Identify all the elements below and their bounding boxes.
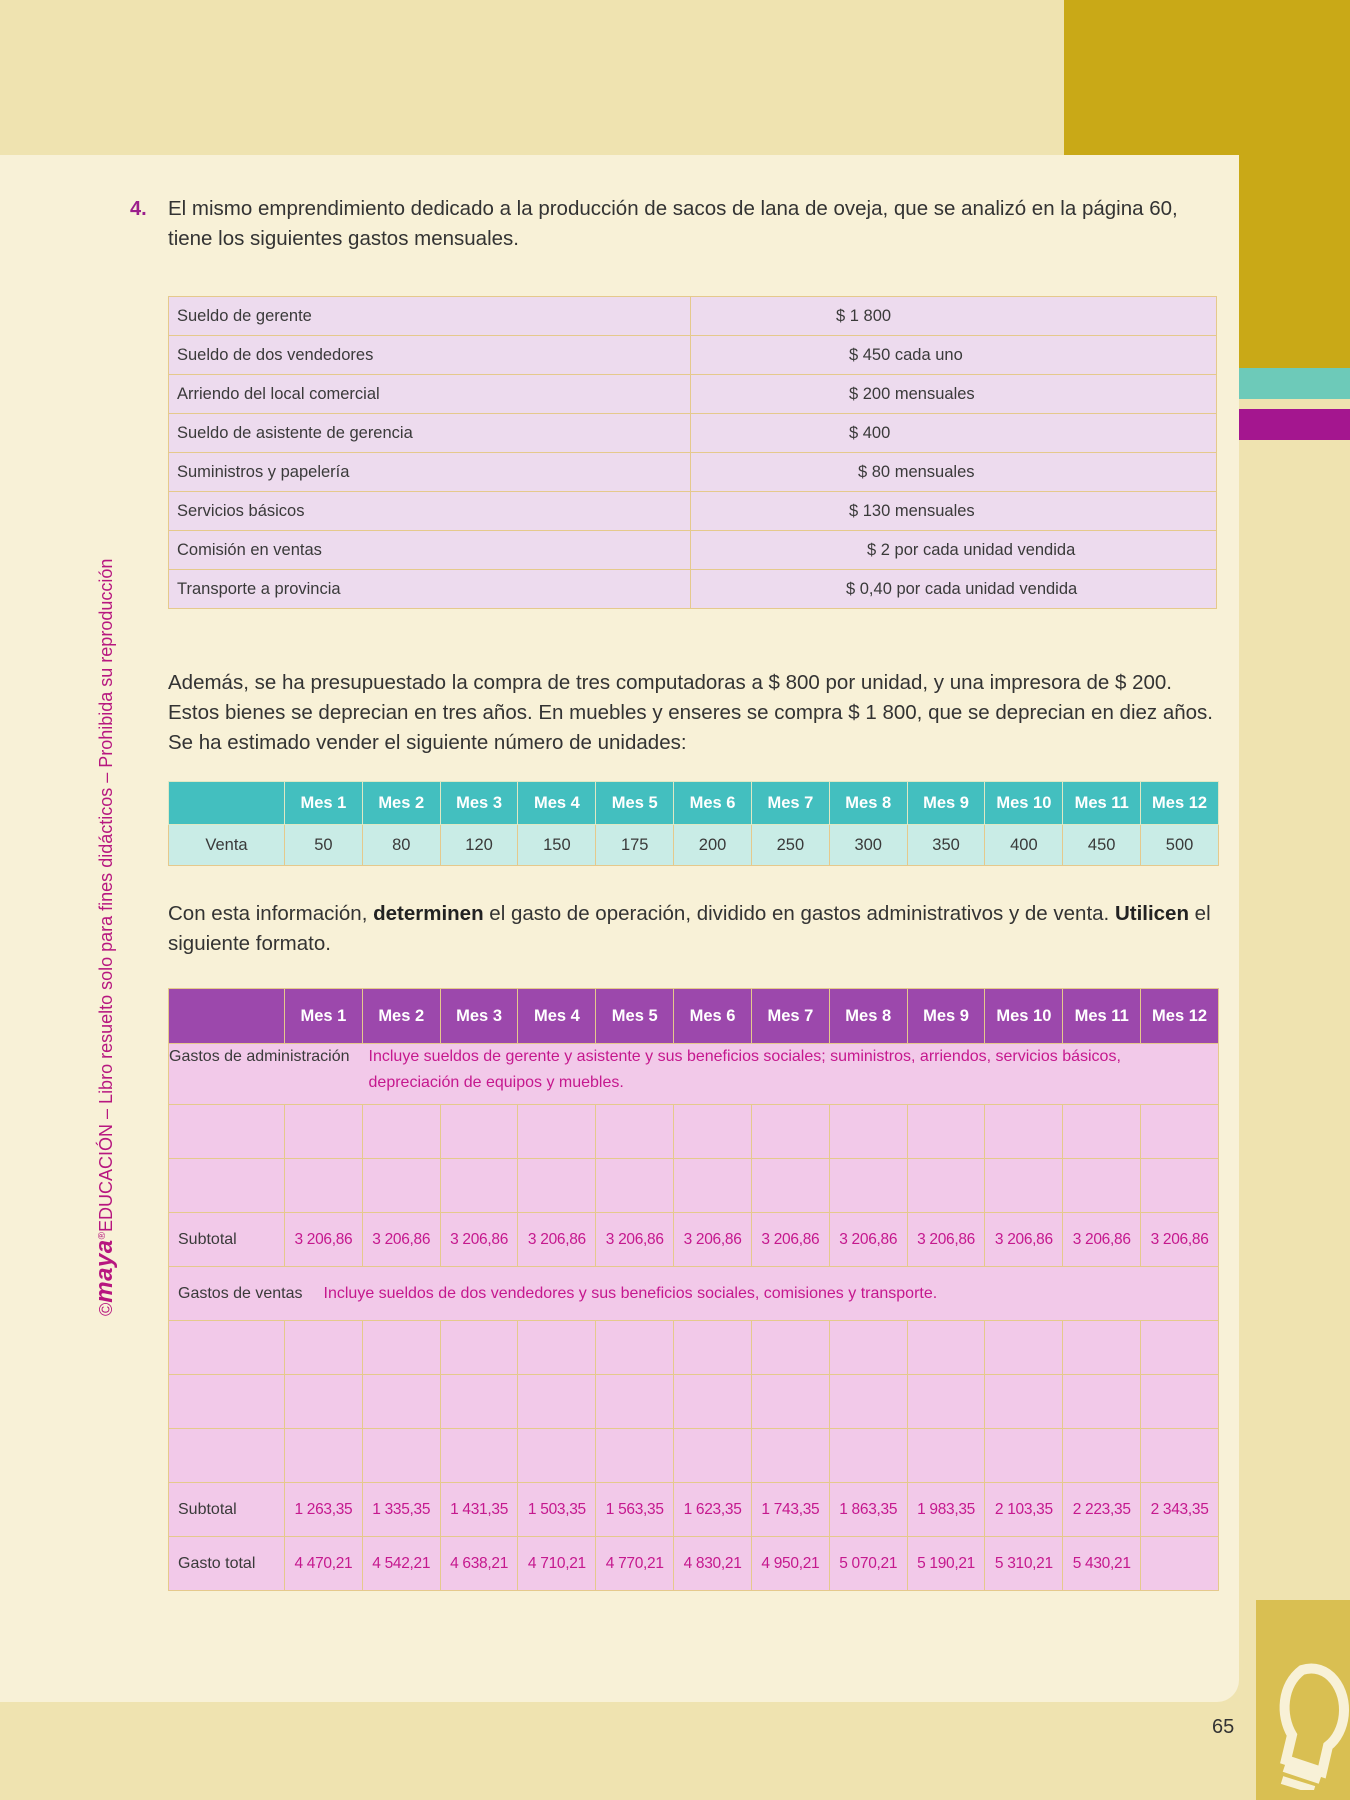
blank-cell[interactable] xyxy=(1141,1321,1219,1375)
header-corner xyxy=(169,989,285,1044)
table-row xyxy=(169,531,1217,570)
admin-section-label: Gastos de administración xyxy=(169,1048,350,1065)
exercise-intro: El mismo emprendimiento dedicado a la producción de sacos de lana de oveja, que se analizó en la página 60, tiene los siguientes gastos mensuales. xyxy=(168,197,1178,250)
total-value: 5 070,21 xyxy=(829,1537,907,1591)
header-corner xyxy=(169,782,285,825)
table-header-row xyxy=(169,989,1219,1044)
expense-label: Suministros y papelería xyxy=(169,453,691,492)
blank-cell[interactable] xyxy=(1063,1159,1141,1213)
blank-cell[interactable] xyxy=(674,1159,752,1213)
blank-cell[interactable] xyxy=(829,1375,907,1429)
table-row xyxy=(169,825,1219,866)
total-value: 5 430,21 xyxy=(1063,1537,1141,1591)
top-band xyxy=(0,0,1064,155)
sales-subtotal-value: 2 103,35 xyxy=(985,1483,1063,1537)
table-row xyxy=(169,1213,1219,1267)
sales-value: 150 xyxy=(518,825,596,866)
table-row xyxy=(169,1044,1219,1105)
lightbulb-icon xyxy=(1262,1640,1350,1790)
month-header: Mes 10 xyxy=(985,989,1063,1044)
total-value: 4 470,21 xyxy=(285,1537,363,1591)
blank-cell[interactable] xyxy=(1141,1375,1219,1429)
blank-cell[interactable] xyxy=(169,1375,285,1429)
expense-value: $ 450 cada uno xyxy=(849,345,963,364)
month-header: Mes 3 xyxy=(440,989,518,1044)
total-value: 5 190,21 xyxy=(907,1537,985,1591)
sales-value: 175 xyxy=(596,825,674,866)
blank-cell[interactable] xyxy=(518,1159,596,1213)
registered-mark: ® xyxy=(97,1231,108,1240)
blank-cell[interactable] xyxy=(1141,1429,1219,1483)
blank-cell[interactable] xyxy=(285,1321,363,1375)
expense-label: Sueldo de gerente xyxy=(169,297,691,336)
total-value: 4 542,21 xyxy=(362,1537,440,1591)
blank-cell[interactable] xyxy=(518,1105,596,1159)
admin-subtotal-value: 3 206,86 xyxy=(362,1213,440,1267)
teal-tab-strip xyxy=(1239,368,1350,399)
blank-cell[interactable] xyxy=(285,1159,363,1213)
admin-subtotal-value: 3 206,86 xyxy=(1141,1213,1219,1267)
blank-cell[interactable] xyxy=(907,1321,985,1375)
blank-cell[interactable] xyxy=(596,1159,674,1213)
blank-cell[interactable] xyxy=(985,1105,1063,1159)
blank-cell[interactable] xyxy=(1063,1429,1141,1483)
total-label: Gasto total xyxy=(169,1537,285,1591)
admin-subtotal-value: 3 206,86 xyxy=(518,1213,596,1267)
blank-cell[interactable] xyxy=(518,1429,596,1483)
month-header: Mes 5 xyxy=(596,989,674,1044)
blank-cell[interactable] xyxy=(674,1429,752,1483)
blank-cell[interactable] xyxy=(1141,1105,1219,1159)
blank-cell[interactable] xyxy=(285,1429,363,1483)
blank-cell[interactable] xyxy=(751,1159,829,1213)
admin-subtotal-label: Subtotal xyxy=(169,1213,285,1267)
instruction-verb: Utilicen xyxy=(1114,902,1189,925)
expenses-table xyxy=(168,296,1217,609)
expense-value: $ 130 mensuales xyxy=(849,501,975,520)
month-header: Mes 7 xyxy=(751,782,829,825)
table-row xyxy=(169,453,1217,492)
admin-section-note: Incluye sueldos de gerente y asistente y sus beneficios sociales; suministros, arriendos, servicios básicos, depreciación de equipos y muebles. xyxy=(368,1048,1121,1091)
blank-cell[interactable] xyxy=(1063,1105,1141,1159)
sales-section-note: Incluye sueldos de dos vendedores y sus beneficios sociales, comisiones y transporte. xyxy=(323,1284,938,1302)
table-row xyxy=(169,297,1217,336)
sales-section-header xyxy=(169,1267,1219,1321)
total-value: 4 710,21 xyxy=(518,1537,596,1591)
admin-subtotal-value: 3 206,86 xyxy=(1063,1213,1141,1267)
total-value: 4 830,21 xyxy=(674,1537,752,1591)
sales-value: 450 xyxy=(1063,825,1141,866)
blank-cell[interactable] xyxy=(518,1321,596,1375)
sales-value: 50 xyxy=(285,825,363,866)
admin-subtotal-value: 3 206,86 xyxy=(751,1213,829,1267)
table-header-row xyxy=(169,782,1219,825)
admin-subtotal-value: 3 206,86 xyxy=(985,1213,1063,1267)
table-row xyxy=(169,1105,1219,1159)
blank-cell[interactable] xyxy=(362,1375,440,1429)
admin-subtotal-value: 3 206,86 xyxy=(829,1213,907,1267)
sales-section-label: Gastos de ventas xyxy=(178,1284,303,1302)
blank-cell[interactable] xyxy=(907,1159,985,1213)
blank-cell[interactable] xyxy=(440,1159,518,1213)
blank-cell[interactable] xyxy=(440,1429,518,1483)
page-number: 65 xyxy=(1212,1716,1235,1738)
blank-cell[interactable] xyxy=(751,1375,829,1429)
total-value: 5 310,21 xyxy=(985,1537,1063,1591)
sales-subtotal-value: 2 343,35 xyxy=(1141,1483,1219,1537)
sales-row-label: Venta xyxy=(169,825,285,866)
month-header: Mes 4 xyxy=(518,782,596,825)
sales-value: 350 xyxy=(907,825,985,866)
sales-subtotal-value: 1 263,35 xyxy=(285,1483,363,1537)
table-row xyxy=(169,375,1217,414)
sales-subtotal-value: 1 335,35 xyxy=(362,1483,440,1537)
expense-value: $ 2 por cada unidad vendida xyxy=(867,540,1076,559)
blank-cell[interactable] xyxy=(751,1429,829,1483)
expense-label: Comisión en ventas xyxy=(169,531,691,570)
sales-subtotal-value: 1 983,35 xyxy=(907,1483,985,1537)
instruction-paragraph: Con esta información, determinen el gasto de operación, dividido en gastos administrativos y de venta. Utilicen el siguiente formato. xyxy=(168,902,1211,955)
blank-cell[interactable] xyxy=(907,1105,985,1159)
sales-value: 300 xyxy=(829,825,907,866)
sales-value: 200 xyxy=(674,825,752,866)
expense-label: Transporte a provincia xyxy=(169,570,691,609)
table-row xyxy=(169,414,1217,453)
admin-subtotal-value: 3 206,86 xyxy=(907,1213,985,1267)
magenta-tab-strip xyxy=(1239,409,1350,440)
blank-cell[interactable] xyxy=(674,1321,752,1375)
blank-cell[interactable] xyxy=(829,1429,907,1483)
sales-subtotal-value: 1 503,35 xyxy=(518,1483,596,1537)
month-header: Mes 6 xyxy=(674,989,752,1044)
sales-table xyxy=(168,781,1219,866)
sales-value: 120 xyxy=(440,825,518,866)
sales-value: 250 xyxy=(751,825,829,866)
blank-cell[interactable] xyxy=(985,1159,1063,1213)
blank-cell[interactable] xyxy=(907,1429,985,1483)
admin-section-header xyxy=(169,1044,1219,1105)
blank-cell[interactable] xyxy=(440,1105,518,1159)
sales-subtotal-label: Subtotal xyxy=(169,1483,285,1537)
month-header: Mes 7 xyxy=(751,989,829,1044)
blank-cell[interactable] xyxy=(1141,1159,1219,1213)
blank-cell[interactable] xyxy=(829,1105,907,1159)
blank-cell[interactable] xyxy=(169,1429,285,1483)
blank-cell[interactable] xyxy=(285,1375,363,1429)
blank-cell[interactable] xyxy=(440,1375,518,1429)
blank-cell[interactable] xyxy=(169,1159,285,1213)
blank-cell[interactable] xyxy=(985,1429,1063,1483)
sales-subtotal-value: 1 623,35 xyxy=(674,1483,752,1537)
month-header: Mes 2 xyxy=(362,782,440,825)
expense-label: Sueldo de dos vendedores xyxy=(169,336,691,375)
exercise-number: 4. xyxy=(130,198,147,220)
table-row xyxy=(169,1483,1219,1537)
month-header: Mes 10 xyxy=(985,782,1063,825)
blank-cell[interactable] xyxy=(596,1105,674,1159)
expense-value: $ 1 800 xyxy=(836,306,892,325)
blank-cell[interactable] xyxy=(829,1321,907,1375)
blank-cell[interactable] xyxy=(674,1105,752,1159)
copyright-text: EDUCACIÓN – Libro resuelto solo para fines didácticos – Prohibida su reproducción xyxy=(96,558,116,1232)
month-header: Mes 4 xyxy=(518,989,596,1044)
blank-cell[interactable] xyxy=(829,1159,907,1213)
blank-cell[interactable] xyxy=(518,1375,596,1429)
total-value: 4 638,21 xyxy=(440,1537,518,1591)
expense-value: $ 400 xyxy=(849,423,891,442)
sales-subtotal-value: 2 223,35 xyxy=(1063,1483,1141,1537)
admin-subtotal-value: 3 206,86 xyxy=(596,1213,674,1267)
month-header: Mes 3 xyxy=(440,782,518,825)
blank-cell[interactable] xyxy=(596,1429,674,1483)
month-header: Mes 12 xyxy=(1141,989,1219,1044)
bottom-band xyxy=(0,1700,1350,1800)
month-header: Mes 1 xyxy=(285,989,363,1044)
instruction-verb: determinen xyxy=(373,902,484,925)
total-value xyxy=(1141,1537,1219,1591)
blank-cell[interactable] xyxy=(596,1321,674,1375)
table-row xyxy=(169,1537,1219,1591)
operating-expense-format-table xyxy=(168,988,1219,1591)
table-row xyxy=(169,1321,1219,1375)
budget-paragraph: Además, se ha presupuestado la compra de tres computadoras a $ 800 por unidad, y una impresora de $ 200. Estos bienes se deprecian en tres años. En muebles y enseres se compra $ 1 800, que se deprecian en diez años. Se ha estimado vender el siguiente número de unidades: xyxy=(168,671,1213,754)
month-header: Mes 12 xyxy=(1141,782,1219,825)
blank-cell[interactable] xyxy=(362,1321,440,1375)
copyright-symbol: © xyxy=(96,1302,116,1316)
table-row xyxy=(169,1375,1219,1429)
blank-cell[interactable] xyxy=(751,1321,829,1375)
expense-value: $ 200 mensuales xyxy=(849,384,975,403)
admin-subtotal-value: 3 206,86 xyxy=(285,1213,363,1267)
sales-subtotal-value: 1 563,35 xyxy=(596,1483,674,1537)
month-header: Mes 8 xyxy=(829,782,907,825)
blank-cell[interactable] xyxy=(751,1105,829,1159)
blank-cell[interactable] xyxy=(674,1375,752,1429)
table-row xyxy=(169,1429,1219,1483)
blank-cell[interactable] xyxy=(169,1321,285,1375)
table-row xyxy=(169,570,1217,609)
admin-subtotal-value: 3 206,86 xyxy=(674,1213,752,1267)
table-row xyxy=(169,336,1217,375)
total-value: 4 950,21 xyxy=(751,1537,829,1591)
month-header: Mes 9 xyxy=(907,782,985,825)
blank-cell[interactable] xyxy=(985,1375,1063,1429)
blank-cell[interactable] xyxy=(907,1375,985,1429)
table-row xyxy=(169,1159,1219,1213)
expense-label: Arriendo del local comercial xyxy=(169,375,691,414)
month-header: Mes 11 xyxy=(1063,989,1141,1044)
expense-label: Servicios básicos xyxy=(169,492,691,531)
month-header: Mes 5 xyxy=(596,782,674,825)
sales-subtotal-value: 1 863,35 xyxy=(829,1483,907,1537)
sales-subtotal-value: 1 743,35 xyxy=(751,1483,829,1537)
blank-cell[interactable] xyxy=(362,1429,440,1483)
month-header: Mes 11 xyxy=(1063,782,1141,825)
sales-value: 80 xyxy=(362,825,440,866)
expense-value: $ 80 mensuales xyxy=(858,462,975,481)
month-header: Mes 6 xyxy=(674,782,752,825)
expense-label: Sueldo de asistente de gerencia xyxy=(169,414,691,453)
blank-cell[interactable] xyxy=(285,1105,363,1159)
admin-subtotal-value: 3 206,86 xyxy=(440,1213,518,1267)
sales-subtotal-value: 1 431,35 xyxy=(440,1483,518,1537)
blank-cell[interactable] xyxy=(169,1105,285,1159)
expense-value: $ 0,40 por cada unidad vendida xyxy=(846,579,1078,598)
blank-cell[interactable] xyxy=(362,1159,440,1213)
blank-cell[interactable] xyxy=(440,1321,518,1375)
sales-value: 500 xyxy=(1141,825,1219,866)
blank-cell[interactable] xyxy=(1063,1375,1141,1429)
blank-cell[interactable] xyxy=(596,1375,674,1429)
month-header: Mes 8 xyxy=(829,989,907,1044)
sales-value: 400 xyxy=(985,825,1063,866)
table-row xyxy=(169,1267,1219,1321)
table-row xyxy=(169,492,1217,531)
month-header: Mes 9 xyxy=(907,989,985,1044)
maya-logo: maya xyxy=(91,1239,118,1303)
blank-cell[interactable] xyxy=(985,1321,1063,1375)
total-value: 4 770,21 xyxy=(596,1537,674,1591)
vertical-copyright-notice xyxy=(92,559,117,1316)
blank-cell[interactable] xyxy=(1063,1321,1141,1375)
month-header: Mes 1 xyxy=(285,782,363,825)
month-header: Mes 2 xyxy=(362,989,440,1044)
blank-cell[interactable] xyxy=(362,1105,440,1159)
